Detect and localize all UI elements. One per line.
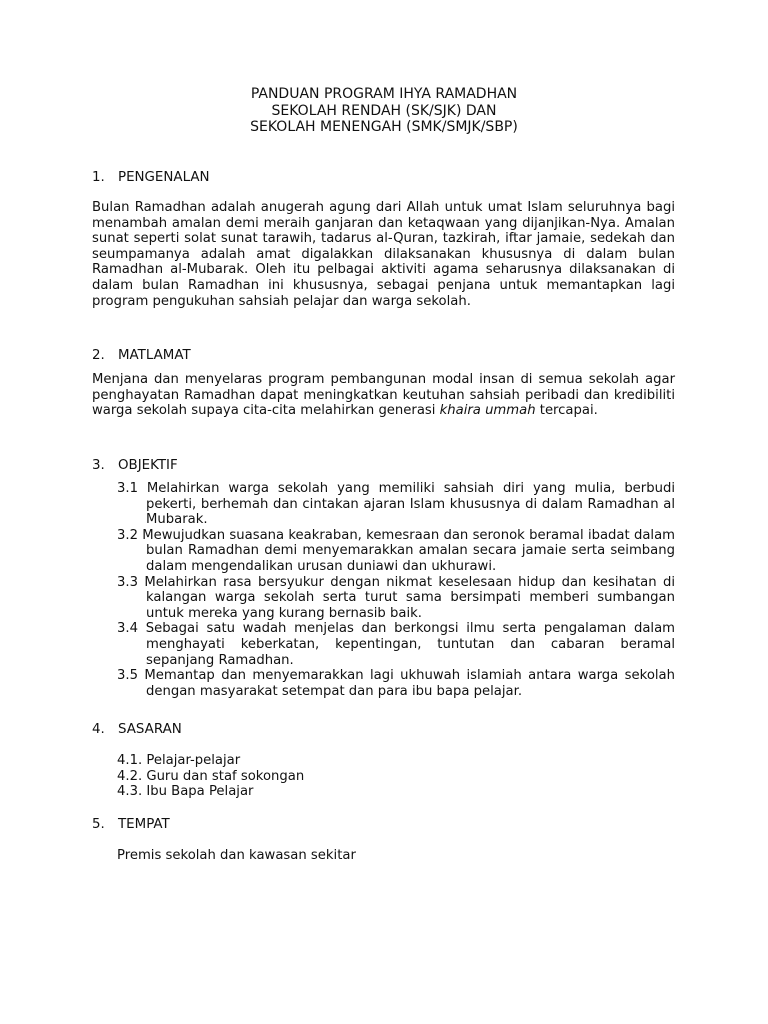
- objective-list: [117, 481, 675, 699]
- section-number: 1.: [92, 170, 105, 185]
- section-number: 2.: [92, 348, 105, 363]
- section-title: OBJEKTIF: [118, 458, 178, 473]
- section-heading-sasaran: [92, 722, 182, 738]
- objective-item: 3.2 Mewujudkan suasana keakraban, kemesraan dan seronok beramal ibadat dalam bulan Ramadhan demi menyemarakkan amalan secara jamaie serta seimbang dalam mengendalikan urusan duniawi dan ukhurawi.: [117, 527, 675, 574]
- paragraph-matlamat: [92, 372, 675, 419]
- objective-item: 3.1 Melahirkan warga sekolah yang memiliki sahsiah diri yang mulia, berbudi pekerti, berhemah dan cintakan ajaran Islam khususnya di dalam Ramadhan al Mubarak.: [117, 481, 675, 528]
- target-item: 4.1. Pelajar-pelajar: [117, 753, 241, 768]
- target-list: [117, 753, 675, 800]
- section-title: SASARAN: [118, 722, 182, 737]
- section-title: PENGENALAN: [118, 170, 210, 185]
- objective-item: 3.5 Memantap dan menyemarakkan lagi ukhuwah islamiah antara warga sekolah dengan masyarakat setempat dan para ibu bapa pelajar.: [117, 668, 675, 699]
- section-title: MATLAMAT: [118, 348, 191, 363]
- title-line-3: SEKOLAH MENENGAH (SMK/SMJK/SBP): [250, 119, 518, 135]
- target-item: 4.2. Guru dan staf sokongan: [117, 768, 305, 784]
- section-number: 5.: [92, 817, 105, 832]
- title-line-2: SEKOLAH RENDAH (SK/SJK) DAN: [271, 102, 497, 119]
- section-number: 4.: [92, 722, 105, 737]
- section-heading-pengenalan: [92, 170, 210, 186]
- section-heading-matlamat: [92, 348, 191, 364]
- title-line-1: PANDUAN PROGRAM IHYA RAMADHAN: [250, 86, 518, 102]
- place-text: Premis sekolah dan kawasan sekitar: [117, 848, 356, 863]
- section-number: 3.: [92, 458, 105, 473]
- paragraph-pengenalan: Bulan Ramadhan adalah anugerah agung dari Allah untuk umat Islam seluruhnya bagi menambah amalan demi meraih ganjaran dan ketaqwaan yang dijanjikan-Nya. Amalan sunat seperti solat sunat tarawih, tadarus al-Quran, tazkirah, iftar jamaie, sedekah dan seumpamanya adalah amat digalakkan dilaksanakan khususnya di dalam bulan Ramadhan al-Mubarak. Oleh itu pelbagai aktiviti agama seharusnya dilaksanakan di dalam bulan Ramadhan ini khususnya, sebagai penjana untuk memantapkan lagi program pengukuhan sahsiah pelajar dan warga sekolah.: [92, 200, 675, 309]
- section-title: TEMPAT: [118, 817, 170, 832]
- matlamat-text-end: tercapai.: [535, 403, 598, 419]
- section-heading-objektif: [92, 458, 178, 474]
- section-heading-tempat: [92, 817, 170, 833]
- target-item: 4.3. Ibu Bapa Pelajar: [117, 784, 254, 800]
- document-title: [92, 86, 676, 136]
- objective-item: 3.3 Melahirkan rasa bersyukur dengan nikmat keselesaan hidup dan kesihatan di kalangan warga sekolah serta turut sama bersimpati memberi sumbangan untuk mereka yang kurang bernasib baik.: [117, 574, 675, 621]
- objective-item: 3.4 Sebagai satu wadah menjelas dan berkongsi ilmu serta pengalaman dalam menghayati keberkatan, kepentingan, tuntutan dan cabaran beramal sepanjang Ramadhan.: [117, 621, 675, 668]
- matlamat-text: Menjana dan menyelaras program pembangunan modal insan di semua sekolah agar penghayatan Ramadhan dapat meningkatkan keutuhan sahsiah peribadi dan kredibiliti warga sekolah supaya cita-cita melahirkan generasi: [92, 372, 675, 419]
- matlamat-italic-term: khaira ummah: [439, 403, 536, 419]
